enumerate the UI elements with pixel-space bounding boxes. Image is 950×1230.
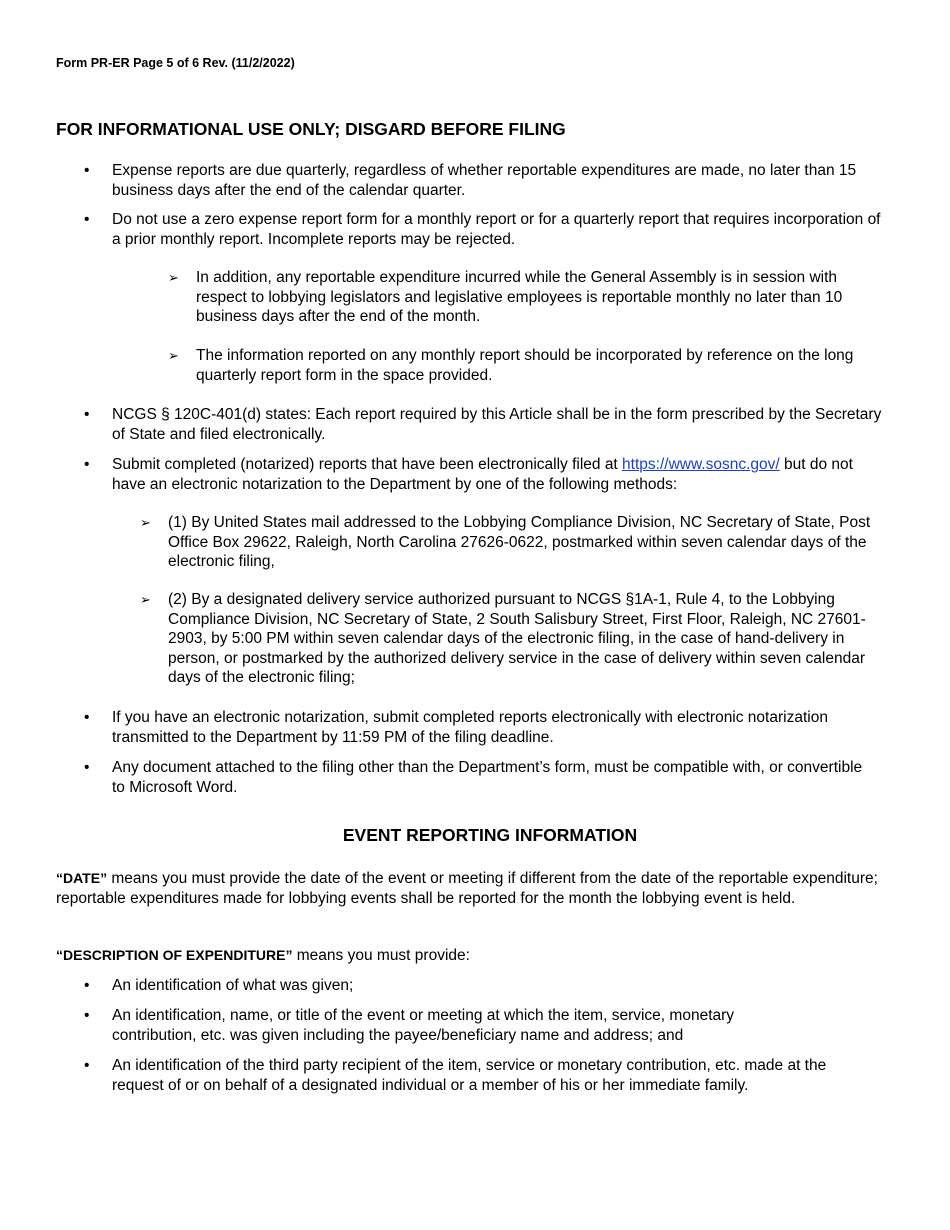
list-item: An identification of what was given;	[112, 977, 354, 994]
date-term: “DATE”	[56, 870, 108, 886]
arrow-bullet-icon: ➢	[168, 270, 179, 285]
bullet-icon: •	[84, 977, 90, 994]
list-item: An identification, name, or title of the event or meeting at which the item, service, monetary contribution, etc. was given including the payee/beneficiary name and address; and	[112, 1007, 735, 1044]
list-item: Any document attached to the filing other than the Department’s form, must be compatible with, or convertible to Microsoft Word.	[112, 759, 863, 796]
list-item: Do not use a zero expense report form for a monthly report or for a quarterly report that requires incorporation of a prior monthly report. Incomplete reports may be rejected.	[112, 211, 881, 248]
list-item: NCGS § 120C-401(d) states: Each report required by this Article shall be in the form prescribed by the Secretary of State and filed electronically.	[112, 406, 882, 443]
section-title-informational: FOR INFORMATIONAL USE ONLY; DISGARD BEFORE FILING	[56, 119, 566, 139]
list-item: Expense reports are due quarterly, regardless of whether reportable expenditures are made, no later than 15 business days after the end of the calendar quarter.	[112, 162, 857, 199]
form-header: Form PR-ER Page 5 of 6 Rev. (11/2/2022)	[56, 56, 295, 70]
sub-list-item: (1) By United States mail addressed to the Lobbying Compliance Division, NC Secretary of State, Post Office Box 29622, Raleigh, North Carolina 27626-0622, postmarked within seven calendar days of the electronic filing,	[168, 514, 871, 571]
bullet-icon: •	[84, 406, 90, 423]
bullet-icon: •	[84, 1057, 90, 1074]
bullet-icon: •	[84, 1007, 90, 1024]
description-definition	[56, 946, 886, 966]
date-definition-text: means you must provide the date of the event or meeting if different from the date of the reportable expenditure; reportable expenditures made for lobbying events shall be reported for the month the lobbying event is held.	[56, 870, 878, 907]
sub-list-item: In addition, any reportable expenditure incurred while the General Assembly is in session with respect to lobbying legislators and legislative employees is reportable monthly no later than 10 business days after the end of the month.	[196, 269, 843, 326]
bullet-icon: •	[84, 709, 90, 726]
bullet-icon: •	[84, 759, 90, 776]
list-item-text: Submit completed (notarized) reports that have been electronically filed at	[112, 456, 623, 473]
bullet-icon: •	[84, 162, 90, 179]
arrow-bullet-icon: ➢	[140, 592, 151, 607]
bullet-icon: •	[84, 211, 90, 228]
description-definition-text: means you must provide:	[292, 947, 470, 964]
arrow-bullet-icon: ➢	[140, 515, 151, 530]
sosnc-link[interactable]: https://www.sosnc.gov/	[622, 456, 780, 473]
list-item: An identification of the third party recipient of the item, service or monetary contribution, etc. made at the request of or on behalf of a designated individual or a member of his or her immediate family.	[112, 1057, 827, 1094]
arrow-bullet-icon: ➢	[168, 348, 179, 363]
list-item	[112, 455, 882, 494]
list-item: If you have an electronic notarization, submit completed reports electronically with electronic notarization transmitted to the Department by 11:59 PM of the filing deadline.	[112, 709, 828, 746]
list-item-text: but do not have an electronic notarization to the Department by one of the following methods:	[112, 456, 853, 493]
sub-list-item: The information reported on any monthly report should be incorporated by reference on the long quarterly report form in the space provided.	[196, 347, 854, 384]
section-title-event-reporting: EVENT REPORTING INFORMATION	[342, 825, 638, 845]
bullet-icon: •	[84, 456, 90, 473]
date-definition	[56, 869, 886, 908]
sub-list-item: (2) By a designated delivery service authorized pursuant to NCGS §1A-1, Rule 4, to the Lobbying Compliance Division, NC Secretary of State, 2 South Salisbury Street, First Floor, Raleigh, NC 27601-2903, by 5:00 PM within seven calendar days of the electronic filing, in the case of hand-delivery in person, or postmarked by the authorized delivery service in the case of delivery within seven calendar days of the electronic filing;	[168, 591, 866, 687]
description-term: “DESCRIPTION OF EXPENDITURE”	[56, 947, 293, 963]
